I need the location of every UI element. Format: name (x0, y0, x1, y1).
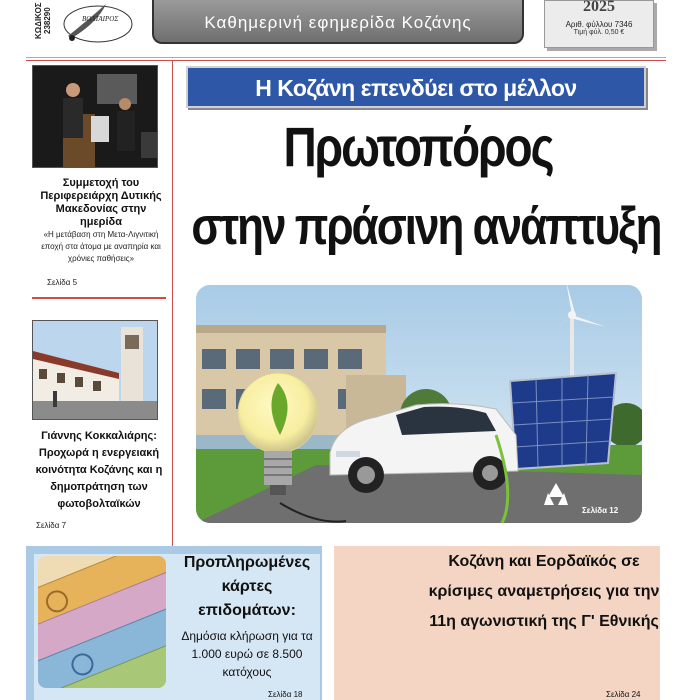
football-headline: Κοζάνη και Εορδαϊκός σε κρίσιμες αναμετρήσεις για την 11η αγωνιστική της Γ' Εθνικής (428, 553, 660, 630)
column-divider (172, 60, 173, 546)
story1-page-ref: Σελίδα 5 (47, 278, 78, 287)
masthead (0, 0, 690, 56)
sheet-number: Αριθ. φύλλου 7346 (565, 20, 633, 29)
football-page-ref: Σελίδα 24 (606, 690, 641, 699)
title-box (152, 0, 524, 44)
benefit-headline: Προπληρωμένες κάρτες επιδομάτων: (183, 554, 311, 619)
code-label: ΚΩΔΙΚΟΣ 238290 (34, 2, 52, 40)
story2-page-ref: Σελίδα 7 (36, 521, 67, 530)
green-energy-photo (196, 285, 642, 523)
logo (58, 0, 138, 44)
kicker-text: Η Κοζάνη επενδύει στο μέλλον (255, 75, 577, 101)
banknotes-photo (38, 556, 166, 688)
benefit-page-ref: Σελίδα 18 (268, 690, 303, 699)
logo-text: ΒΟΛΤΑΙΡΟΣ (82, 15, 119, 23)
main-headline-line2: στην πράσινη ανάπτυξη (191, 197, 661, 256)
building-photo (32, 320, 158, 420)
story1-headline: Συμμετοχή του Περιφερειάρχη Δυτικής Μακεδονίας στην ημερίδα (40, 177, 162, 228)
divider (26, 60, 666, 61)
issue-info-box (544, 0, 654, 48)
conference-photo (32, 65, 158, 168)
price: Τιμή φύλ. 0,50 € (573, 29, 625, 36)
story2-headline: Γιάννης Κοκκαλιάρης: Προχωρά η ενεργειακή κοινότητα Κοζάνης και η δημοπράτηση των φωτοβολταϊκών (35, 430, 163, 510)
main-headline-line1: Πρωτοπόρος (283, 115, 553, 179)
kicker-banner (186, 66, 646, 108)
photo-page-ref: Σελίδα 12 (582, 506, 619, 515)
issue-year: 2025 (583, 0, 615, 15)
divider (26, 57, 666, 58)
story1-summary: «Η μετάβαση στη Μετα-Λιγνιτική εποχή στα άτομα με αναπηρία και χρόνιες παθήσεις» (41, 230, 161, 263)
divider (32, 297, 166, 299)
tagline: Καθημερινή εφημερίδα Κοζάνης (204, 13, 472, 32)
benefit-body: Δημόσια κλήρωση για τα 1.000 ευρώ σε 8.500 κατόχους (181, 629, 313, 679)
